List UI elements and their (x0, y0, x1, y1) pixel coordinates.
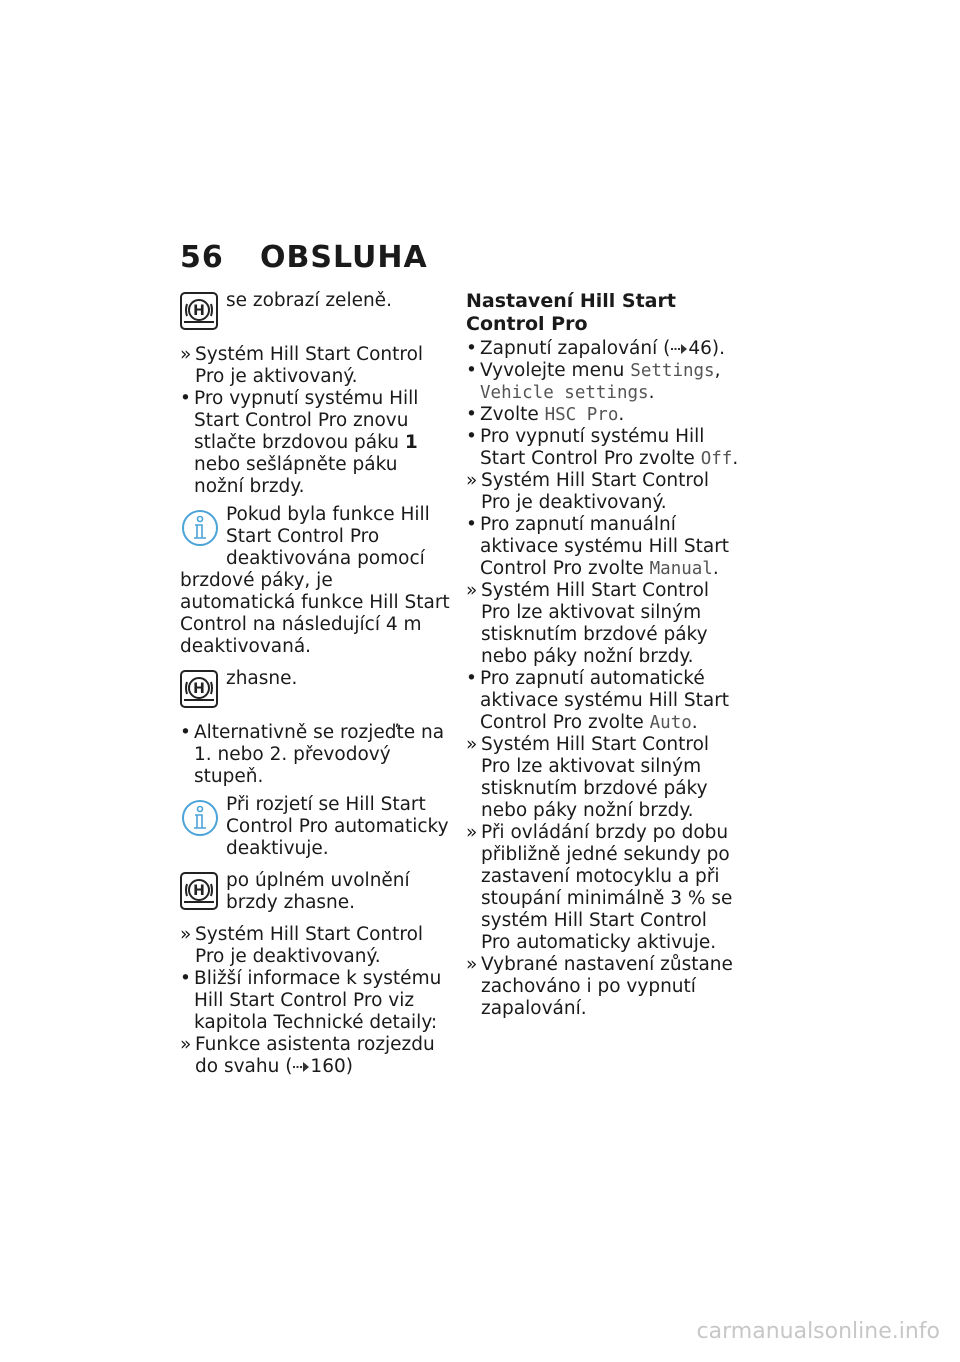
list-item: • Pro zapnutí automatické aktivace systému Hill Start Control Pro zvolte Auto. (466, 668, 730, 733)
hsc-indicator-block (180, 290, 452, 334)
menu-label: Off (700, 449, 733, 469)
menu-label: Settings (630, 361, 715, 381)
menu-label: HSC Pro (544, 405, 619, 425)
note-text: Pokud byla funkce Hill Start Control Pro deaktivována pomocí brzdové páky, je automatická funkce Hill Start Control na následující 4 m deaktivovaná. (180, 504, 450, 657)
indicator-text: se zobrazí zeleně. (226, 290, 392, 311)
list-item: • Bližší informace k systému Hill Start Control Pro viz kapitola Technické detaily: (180, 968, 442, 1033)
list-item: • Vyvolejte menu Settings, Vehicle settings. (466, 360, 721, 403)
hill-start-h-icon (180, 292, 218, 330)
info-note (180, 794, 452, 860)
result-item: » Při ovládání brzdy po dobu přibližně jedné sekundy po zastavení motocyklu a při stoupání minimálně 3 % se systém Hill Start Control Pro automaticky aktivuje. (466, 822, 733, 953)
indicator-text: po úplném uvolnění brzdy zhasne. (226, 870, 410, 913)
note-text: Při rozjetí se Hill Start Control Pro automaticky deaktivuje. (226, 794, 449, 859)
right-column (466, 290, 742, 1020)
page-reference[interactable]: 160 (310, 1056, 346, 1077)
page-number: 56 (180, 240, 224, 275)
menu-label: Manual (649, 559, 713, 579)
info-icon (180, 508, 220, 548)
section-heading: Nastavení Hill Start Control Pro (466, 290, 676, 335)
list-item: • Zapnutí zapalování ( 46). (466, 338, 725, 359)
arrow-reference-icon (292, 1061, 310, 1073)
chapter-title: OBSLUHA (260, 240, 428, 275)
left-column (180, 290, 452, 1078)
list-item: • Pro zapnutí manuální aktivace systému Hill Start Control Pro zvolte Manual. (466, 514, 730, 579)
result-item: » Systém Hill Start Control Pro je deaktivovaný. (466, 470, 710, 513)
menu-label: Auto (649, 713, 692, 733)
result-item: » Systém Hill Start Control Pro lze aktivovat silným stisknutím brzdové páky nebo páky nožní brzdy. (466, 734, 710, 821)
list-item: • Pro vypnutí systému Hill Start Control Pro zvolte Off. (466, 426, 739, 469)
list-item: • Zvolte HSC Pro. (466, 404, 625, 425)
result-item: » Vybrané nastavení zůstane zachováno i po vypnutí zapalování. (466, 954, 733, 1019)
hill-start-h-icon (180, 872, 218, 910)
list-item: • Alternativně se rozjeďte na 1. nebo 2. převodový stupeň. (180, 722, 445, 787)
page-header (180, 240, 428, 275)
result-item: » Systém Hill Start Control Pro je deaktivovaný. (180, 924, 424, 967)
svg-text:H: H (193, 681, 205, 697)
menu-label: Vehicle settings (480, 383, 649, 403)
watermark: carmanualsonline.info (696, 1319, 940, 1344)
result-item: » Funkce asistenta rozjezdu do svahu ( 160) (180, 1034, 435, 1077)
hill-start-h-icon (180, 670, 218, 708)
page-reference[interactable]: 46 (688, 338, 712, 359)
hsc-indicator-block (180, 668, 452, 712)
indicator-text: zhasne. (226, 668, 298, 689)
svg-text:H: H (193, 883, 205, 899)
result-item: » Systém Hill Start Control Pro je aktivovaný. (180, 344, 424, 387)
list-item: • Pro vypnutí systému Hill Start Control Pro znovu stlačte brzdovou páku 1 nebo sešlápněte páku nožní brzdy. (180, 388, 419, 497)
result-item: » Systém Hill Start Control Pro lze aktivovat silným stisknutím brzdové páky nebo páky nožní brzdy. (466, 580, 710, 667)
hsc-indicator-block (180, 870, 452, 914)
info-note (180, 504, 452, 658)
info-icon (180, 798, 220, 838)
arrow-reference-icon (670, 343, 688, 355)
svg-text:H: H (193, 303, 205, 319)
